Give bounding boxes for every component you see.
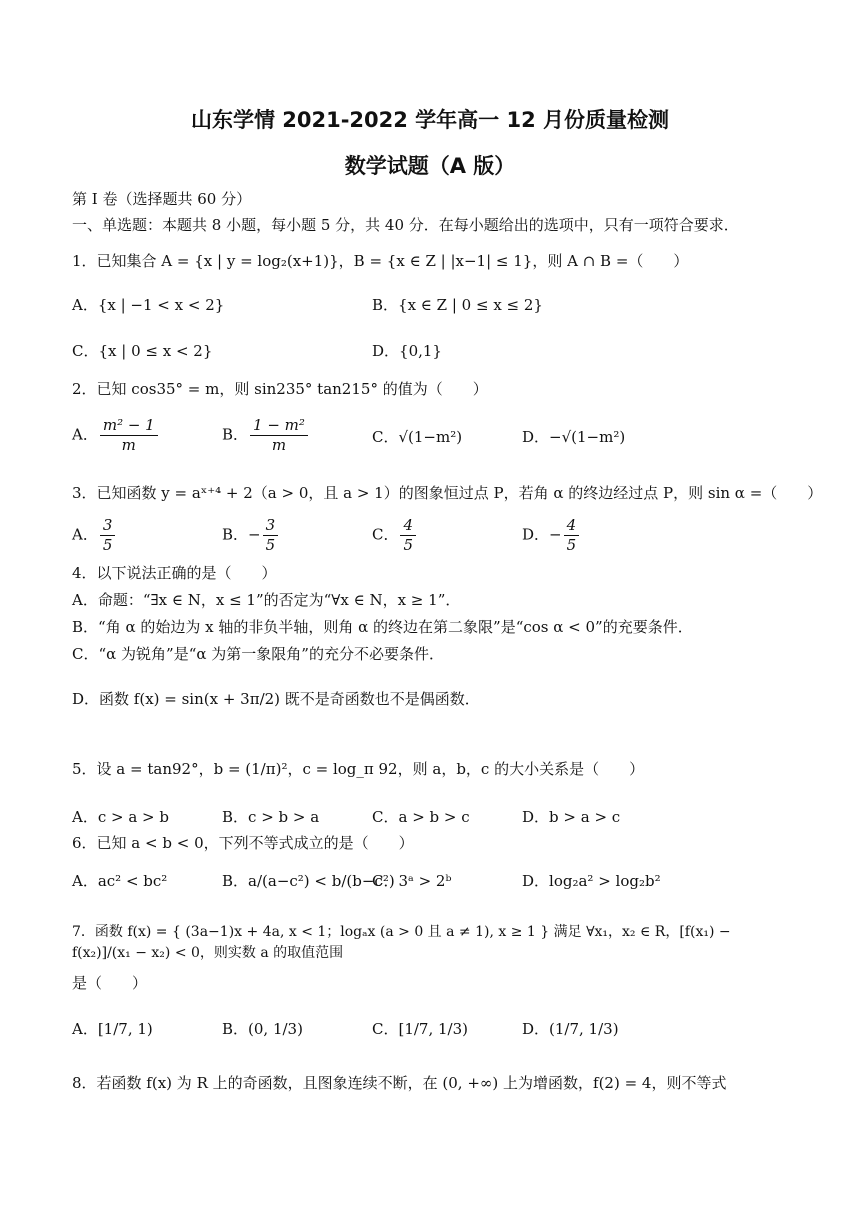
q5-option-b: B．c > b > a [222, 808, 320, 826]
q7-option-a: A．[1/7, 1) [72, 1020, 153, 1038]
fraction-denominator: 5 [265, 535, 276, 554]
q1-option-a: A．{x | −1 < x < 2} [72, 296, 225, 314]
q2-option-b-label: B． [222, 425, 249, 444]
question-6-stem: 6．已知 a < b < 0，下列不等式成立的是（ ） [72, 834, 414, 852]
fraction-denominator: m [121, 435, 136, 454]
q5-option-c: C．a > b > c [372, 808, 470, 826]
q3-option-d-label: D．− [522, 525, 562, 544]
section-heading: 一、单选题：本题共 8 小题，每小题 5 分，共 40 分．在每小题给出的选项中，只有一项符合要求． [72, 216, 739, 234]
q2-option-c: C．√(1−m²) [372, 428, 463, 446]
fraction-denominator: 5 [102, 535, 113, 554]
question-5-stem: 5．设 a = tan92°，b = (1/π)²，c = log_π 92，则 a，b，c 的大小关系是（ ） [72, 760, 645, 778]
q4-option-c: C．“α 为锐角”是“α 为第一象限角”的充分不必要条件． [72, 645, 444, 663]
q7-option-c: C．[1/7, 1/3) [372, 1020, 468, 1038]
fraction-numerator: 3 [263, 516, 279, 536]
q3-option-b-fraction [263, 516, 279, 555]
q1-option-d: D．{0,1} [372, 342, 442, 360]
q7-option-d: D．(1/7, 1/3) [522, 1020, 619, 1038]
q2-option-b-fraction [250, 416, 308, 455]
q6-option-a: A．ac² < bc² [72, 872, 168, 890]
exam-subtitle: 数学试题（A 版） [344, 154, 516, 178]
q3-option-c [372, 516, 418, 555]
q6-option-c: C．3ᵃ > 2ᵇ [372, 872, 452, 890]
q2-option-a-fraction [100, 416, 158, 455]
q1-option-b: B．{x ∈ Z | 0 ≤ x ≤ 2} [372, 296, 543, 314]
question-3-stem: 3．已知函数 y = aˣ⁺⁴ + 2（a > 0，且 a > 1）的图象恒过点 P，若角 α 的终边经过点 P，则 sin α =（ ） [72, 484, 823, 502]
fraction-denominator: 5 [566, 535, 577, 554]
fraction-numerator: 1 − m² [250, 416, 308, 436]
fraction-numerator: 4 [400, 516, 416, 536]
fraction-numerator: 3 [100, 516, 116, 536]
exam-title: 山东学情 2021-2022 学年高一 12 月份质量检测 [190, 108, 670, 132]
question-7-stem-continued: 是（ ） [72, 974, 148, 992]
fraction-numerator: m² − 1 [100, 416, 158, 436]
question-2-stem: 2．已知 cos35° = m，则 sin235° tan215° 的值为（ ） [72, 380, 488, 398]
q3-option-d-fraction [564, 516, 580, 555]
fraction-denominator: m [271, 435, 287, 454]
q3-option-c-fraction [400, 516, 416, 555]
q4-option-d: D．函数 f(x) = sin(x + 3π/2) 既不是奇函数也不是偶函数． [72, 690, 480, 708]
q2-option-b [222, 416, 310, 455]
q2-option-a [72, 416, 160, 455]
question-4-stem: 4．以下说法正确的是（ ） [72, 564, 277, 582]
q2-option-a-label: A． [72, 425, 98, 444]
q3-option-d [522, 516, 581, 555]
q6-option-b: B．a/(a−c²) < b/(b−c²) [222, 872, 395, 890]
q3-option-a [72, 516, 117, 555]
q7-option-b: B．(0, 1/3) [222, 1020, 303, 1038]
part-heading: 第 I 卷（选择题共 60 分） [72, 190, 252, 208]
q1-option-c: C．{x | 0 ≤ x < 2} [72, 342, 213, 360]
q3-option-b-label: B．− [222, 525, 261, 544]
q3-option-b [222, 516, 280, 555]
q6-option-d: D．log₂a² > log₂b² [522, 872, 661, 890]
question-1-stem: 1．已知集合 A = {x | y = log₂(x+1)}，B = {x ∈ Z | |x−1| ≤ 1}，则 A ∩ B =（ ） [72, 252, 689, 270]
q4-option-a: A．命题：“∃x ∈ N，x ≤ 1”的否定为“∀x ∈ N，x ≥ 1”． [72, 591, 461, 609]
fraction-denominator: 5 [403, 535, 414, 554]
q4-option-b: B．“角 α 的始边为 x 轴的非负半轴，则角 α 的终边在第二象限”是“cos α < 0”的充要条件． [72, 618, 693, 636]
q5-option-a: A．c > a > b [72, 808, 169, 826]
q2-option-d: D．−√(1−m²) [522, 428, 626, 446]
question-7-stem: 7．函数 f(x) = { (3a−1)x + 4a, x < 1；logₐx (a > 0 且 a ≠ 1), x ≥ 1 } 满足 ∀x₁，x₂ ∈ R，[f(x₁) − f(x₂)]/(x₁ − x₂) < 0，则实数 a 的取值范围 [72, 924, 731, 961]
question-8-stem: 8．若函数 f(x) 为 R 上的奇函数，且图象连续不断，在 (0, +∞) 上为增函数，f(2) = 4，则不等式 [72, 1074, 727, 1092]
q3-option-a-label: A． [72, 525, 98, 544]
q5-option-d: D．b > a > c [522, 808, 621, 826]
fraction-numerator: 4 [564, 516, 580, 536]
q3-option-a-fraction [100, 516, 116, 555]
q3-option-c-label: C． [372, 525, 399, 544]
